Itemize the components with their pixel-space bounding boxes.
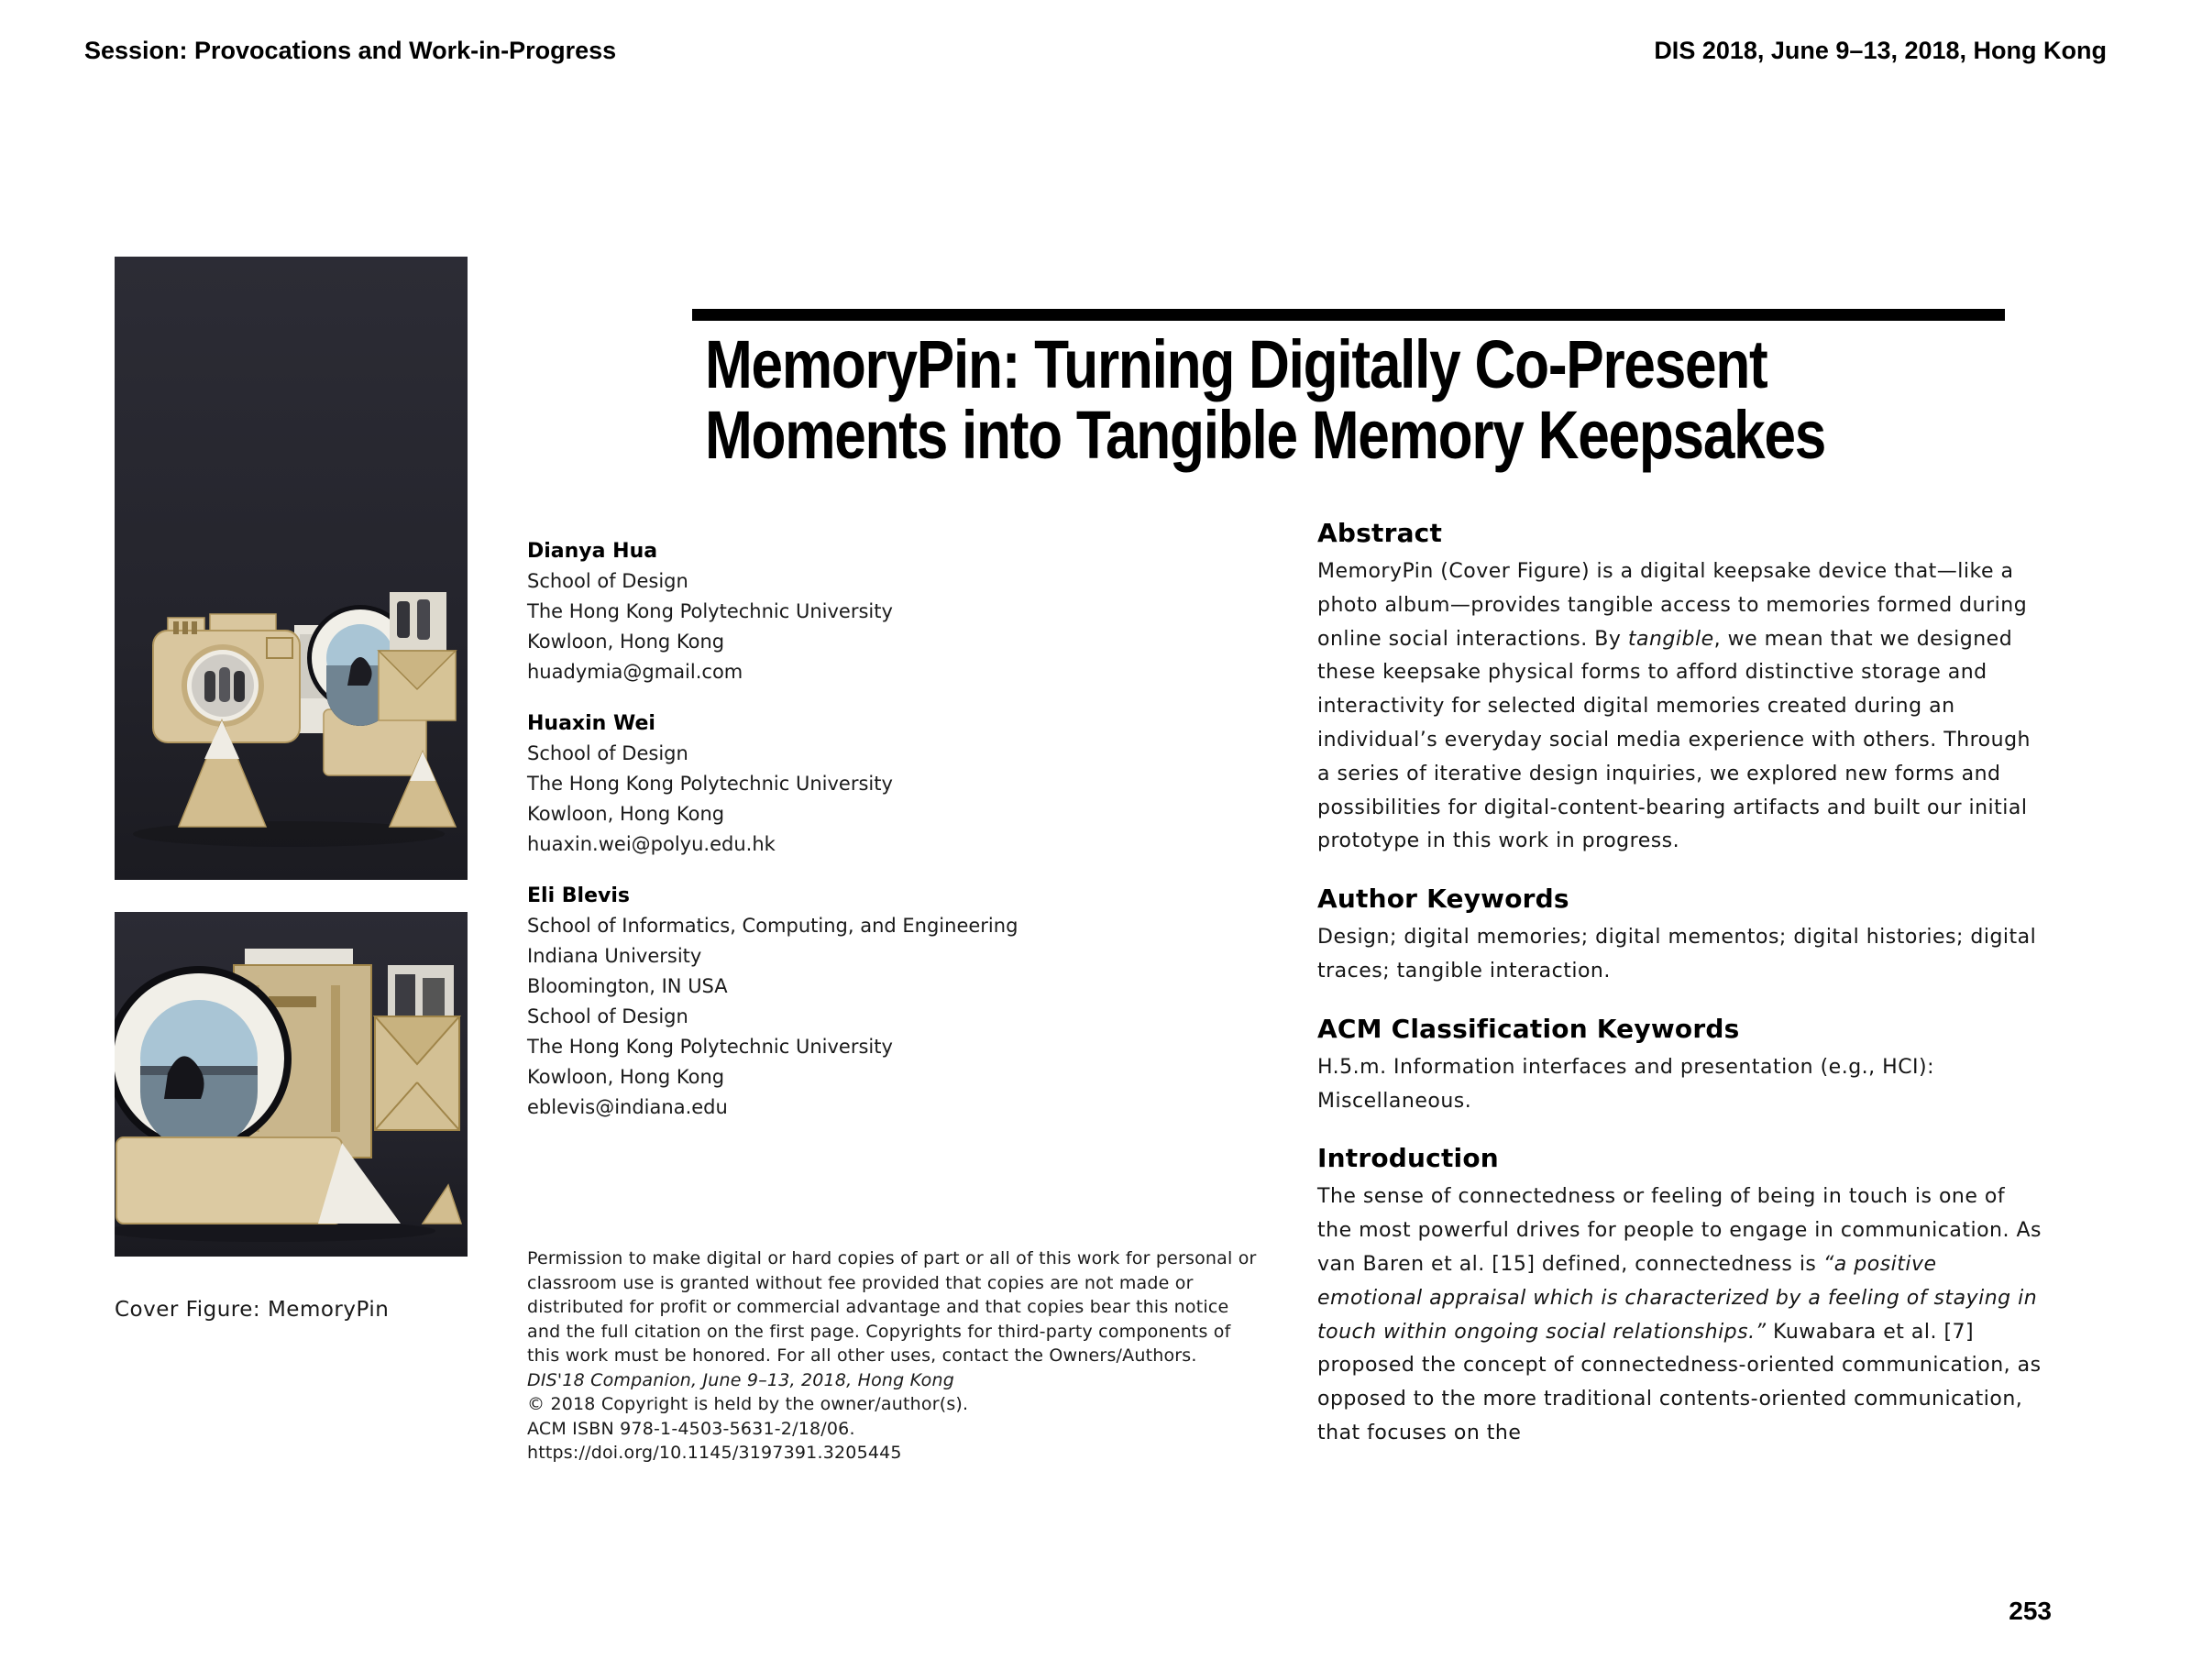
keepsakes-closeup-illustration (115, 912, 468, 1257)
author-block-dianya-hua (527, 536, 1297, 687)
introduction-text (1317, 1180, 2043, 1450)
abstract-seg3: , we mean that we designed these keepsake physical forms to afford distinctive storage and interactivity for selected digital memories created during an individual’s everyday social media experience with others. Through a series of iterative design inquiries, we explored new forms and possibilities for digital-content-bearing artifacts and built our initial prototype in this work in progress. (1317, 627, 2031, 853)
introduction-seg3: Kuwabara et al. [7] proposed the concept of connectedness-oriented communication, as opposed to the more traditional contents-oriented communication, that focuses on the (1317, 1320, 2042, 1444)
author-affiliation: Kowloon, Hong Kong (527, 631, 725, 653)
author-affiliation: Indiana University (527, 945, 702, 967)
title-block (692, 309, 2005, 471)
author-list (527, 536, 1297, 1144)
author-affiliation: Kowloon, Hong Kong (527, 803, 725, 825)
cover-photo-top (115, 257, 468, 880)
author-name: Eli Blevis (527, 884, 630, 907)
introduction-quote-italic: “a positive emotional appraisal which is characterized by a feeling of staying in touch within ongoing social relationships.” (1317, 1252, 2038, 1344)
introduction-heading: Introduction (1317, 1143, 1499, 1174)
author-affiliation: Kowloon, Hong Kong (527, 1066, 725, 1088)
author-name: Huaxin Wei (527, 712, 655, 735)
paper-title (705, 326, 1826, 473)
author-affiliation: School of Informatics, Computing, and Engineering (527, 915, 1018, 937)
abstract-heading: Abstract (1317, 518, 1443, 548)
doi-line: https://doi.org/10.1145/3197391.3205445 (527, 1443, 902, 1463)
acm-classification-text: H.5.m. Information interfaces and presentation (e.g., HCI): Miscellaneous. (1317, 1055, 1935, 1113)
introduction-seg1: The sense of connectedness or feeling of being in touch is one of the most powerful drives for people to engage in communication. As van Baren et al. [15] defined, connectedness is (1317, 1185, 2042, 1276)
paper-title-line2: Moments into Tangible Memory Keepsakes (705, 396, 1826, 473)
paper-title-line1: MemoryPin: Turning Digitally Co-Present (705, 326, 1767, 402)
author-affiliation: Bloomington, IN USA (527, 975, 728, 997)
author-affiliation: School of Design (527, 570, 688, 592)
abstract-seg1: MemoryPin (Cover Figure) is a digital keepsake device that—like a photo album—provides tangible access to memories formed during online social interactions. By (1317, 560, 2028, 651)
page-number: 253 (2009, 1597, 2052, 1625)
author-keywords-heading: Author Keywords (1317, 884, 1569, 915)
session-header: Session: Provocations and Work-in-Progress (84, 37, 617, 64)
abstract-text (1317, 555, 2043, 859)
author-affiliation: The Hong Kong Polytechnic University (527, 1036, 893, 1058)
author-affiliation: School of Design (527, 1005, 688, 1027)
figure-caption: Cover Figure: MemoryPin (115, 1298, 390, 1322)
author-affiliation: The Hong Kong Polytechnic University (527, 773, 893, 795)
venue-line: DIS'18 Companion, June 9–13, 2018, Hong Kong (527, 1369, 954, 1390)
keepsakes-scene-illustration (115, 257, 468, 880)
copyright-line: © 2018 Copyright is held by the owner/author(s). (527, 1394, 969, 1414)
abstract-italic: tangible (1627, 627, 1714, 651)
conference-header: DIS 2018, June 9–13, 2018, Hong Kong (1654, 37, 2107, 64)
cover-photo-bottom (115, 912, 468, 1257)
author-block-huaxin-wei (527, 708, 1297, 860)
isbn-line: ACM ISBN 978-1-4503-5631-2/18/06. (527, 1418, 855, 1439)
author-keywords-text: Design; digital memories; digital mementos; digital histories; digital traces; tangible interaction. (1317, 926, 2037, 983)
main-column (1317, 518, 2043, 1476)
permission-text: Permission to make digital or hard copies of part or all of this work for personal or classroom use is granted without fee provided that copies are not made or distributed for profit or commercial advantage and that copies bear this notice and the full citation on the first page. Copyrights for third-party components of this work must be honored. For all other uses, contact the Owners/Authors. (527, 1248, 1257, 1366)
title-rule (692, 309, 2005, 321)
author-name: Dianya Hua (527, 540, 658, 563)
author-affiliation: The Hong Kong Polytechnic University (527, 600, 893, 622)
author-block-eli-blevis (527, 881, 1297, 1123)
acm-classification-heading: ACM Classification Keywords (1317, 1013, 1740, 1044)
author-email: huadymia@gmail.com (527, 661, 743, 683)
author-email: eblevis@indiana.edu (527, 1096, 728, 1118)
author-email: huaxin.wei@polyu.edu.hk (527, 833, 776, 855)
author-affiliation: School of Design (527, 742, 688, 764)
copyright-notice (527, 1246, 1261, 1466)
